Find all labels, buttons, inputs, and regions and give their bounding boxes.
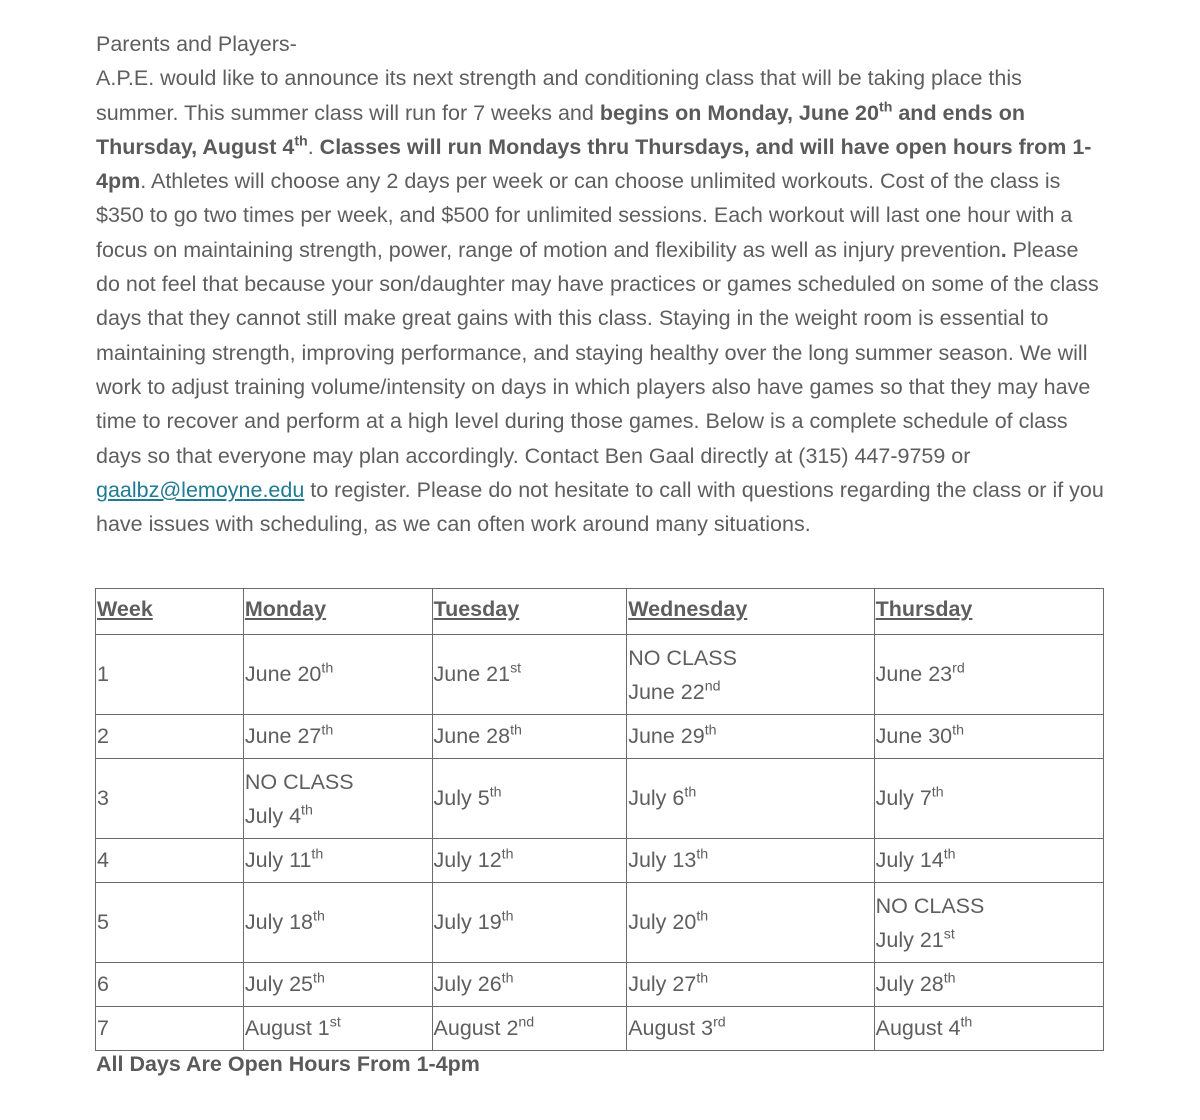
week-number: 5 [96, 883, 244, 963]
no-class-note: NO CLASS [628, 645, 737, 670]
class-date: July 19th [433, 908, 514, 934]
header-monday: Monday [243, 589, 432, 635]
class-date: July 18th [244, 908, 325, 934]
week-number: 7 [96, 1007, 244, 1051]
class-date: June 30th [875, 722, 964, 748]
schedule-cell [627, 963, 874, 1007]
class-date: July 4th [244, 802, 313, 828]
schedule-cell [874, 1007, 1103, 1051]
schedule-cell [627, 635, 874, 715]
schedule-cell [627, 839, 874, 883]
class-date: June 28th [433, 722, 522, 748]
schedule-table [95, 588, 1104, 1051]
schedule-header-row [96, 589, 1104, 635]
class-date: June 27th [244, 722, 334, 748]
footer-note: All Days Are Open Hours From 1-4pm [96, 1052, 480, 1076]
class-date: July 13th [628, 846, 709, 872]
week-number: 2 [96, 715, 244, 759]
email-link[interactable]: gaalbz@lemoyne.edu [96, 477, 305, 502]
intro-text: A.P.E. would like to announce its next strength and conditioning class that will be taking place this summer. This summer class will run for 7 weeks and [96, 66, 1022, 125]
week-number: 1 [96, 635, 244, 715]
class-date: August 2nd [433, 1014, 535, 1040]
schedule-cell [874, 883, 1103, 963]
closing-text: to register. Please do not hesitate to call with questions regarding the class or if you have issues with scheduling, as we can often work around many situations. [96, 477, 1104, 537]
class-date: August 3rd [628, 1014, 726, 1040]
schedule-cell [627, 883, 874, 963]
schedule-row [96, 963, 1104, 1007]
schedule-cell [432, 1007, 627, 1051]
schedule-row [96, 883, 1104, 963]
no-class-note: NO CLASS [875, 893, 985, 918]
hours-text: Classes will run Mondays thru Thursdays, and will have open hours from 1-4pm [96, 134, 1092, 194]
announcement-paragraph: Parents and Players- A.P.E. would like to announce its next strength and conditioning class that will be taking place this summer. This summer class will run for 7 weeks and begins on Monday, June 20th and ends on Thursday, August 4th. Classes will run Mondays thru Thursdays, and will have open hours from 1-4pm. Athletes will choose any 2 days per week or can choose unlimited workouts. Cost of the class is $350 to go two times per week, and $500 for unlimited sessions. Each workout will last one hour with a focus on maintaining strength, power, range of motion and flexibility as well as injury prevention. Please do not feel that because your son/daughter may have practices or games scheduled on some of the class days that they cannot still make great gains with this class. Staying in the weight room is essential to maintaining strength, improving performance, and staying healthy over the long summer season. We will work to adjust training volume/intensity on days in which players also have games so that they may have time to recover and perform at a high level during those games. Below is a complete schedule of class days so that everyone may plan accordingly. Contact Ben Gaal directly at (315) 447-9759 or gaalbz@lemoyne.edu to register. Please do not hesitate to call with questions regarding the class or if you have issues with scheduling, as we can often work around many situations. [96, 32, 1104, 537]
class-date: July 14th [875, 846, 956, 872]
schedule-cell [874, 839, 1103, 883]
schedule-row [96, 635, 1104, 715]
week-number: 4 [96, 839, 244, 883]
schedule-cell [874, 635, 1103, 715]
class-date: July 28th [875, 970, 956, 996]
class-date: July 27th [628, 970, 709, 996]
class-date: June 21st [433, 660, 522, 686]
schedule-cell [243, 963, 432, 1007]
schedule-cell [432, 715, 627, 759]
class-date: June 29th [628, 722, 717, 748]
details-text: . Athletes will choose any 2 days per week or can choose unlimited workouts. Cost of the class is $350 to go two times per week, and $500 for unlimited sessions. Each workout will last one hour with a focus on maintaining strength, power, range of motion and flexibility as well as injury prevention [96, 169, 1073, 262]
schedule-row [96, 715, 1104, 759]
header-wednesday: Wednesday [627, 589, 874, 635]
schedule-cell [627, 715, 874, 759]
class-date: July 21st [875, 926, 955, 952]
schedule-cell [243, 839, 432, 883]
class-date: July 11th [244, 846, 324, 872]
schedule-cell [243, 715, 432, 759]
class-date: July 6th [628, 784, 697, 810]
class-date: August 4th [875, 1014, 973, 1040]
start-date-text: begins on Monday, June 20th and ends on Thursday, August 4th [96, 99, 1025, 159]
schedule-cell [874, 715, 1103, 759]
class-date: July 26th [433, 970, 514, 996]
class-date: June 22nd [628, 678, 721, 704]
class-date: June 20th [244, 660, 334, 686]
details-text-2: Please do not feel that because your son/daughter may have practices or games scheduled on some of the class days that they cannot still make great gains with this class. Staying in the weight room is essential to maintaining strength, improving performance, and staying healthy over the long summer season. We will work to adjust training volume/intensity on days in which players also have games so that they may have time to recover and perform at a high level during those games. Below is a complete schedule of class days so that everyone may plan accordingly. Contact Ben Gaal directly at (315) 447-9759 or [96, 237, 1099, 468]
schedule-body [96, 635, 1104, 1051]
class-date: July 25th [244, 970, 325, 996]
schedule-cell [627, 759, 874, 839]
week-number: 6 [96, 963, 244, 1007]
schedule-cell [432, 635, 627, 715]
no-class-note: NO CLASS [244, 769, 354, 794]
schedule-cell [243, 883, 432, 963]
schedule-cell [874, 963, 1103, 1007]
schedule-row [96, 759, 1104, 839]
schedule-row [96, 839, 1104, 883]
week-number: 3 [96, 759, 244, 839]
header-week: Week [96, 589, 244, 635]
class-date: July 7th [875, 784, 944, 810]
schedule-cell [243, 1007, 432, 1051]
schedule-cell [432, 759, 627, 839]
schedule-cell [627, 1007, 874, 1051]
schedule-cell [243, 635, 432, 715]
header-thursday: Thursday [874, 589, 1103, 635]
class-date: July 5th [433, 784, 502, 810]
header-tuesday: Tuesday [432, 589, 627, 635]
schedule-cell [874, 759, 1103, 839]
schedule-cell [243, 759, 432, 839]
schedule-cell [432, 883, 627, 963]
class-date: July 12th [433, 846, 514, 872]
schedule-cell [432, 963, 627, 1007]
schedule-cell [432, 839, 627, 883]
class-date: July 20th [628, 908, 709, 934]
class-date: August 1st [244, 1014, 341, 1040]
class-date: June 23rd [875, 660, 965, 686]
schedule-row [96, 1007, 1104, 1051]
greeting: Parents and Players- [96, 32, 297, 56]
